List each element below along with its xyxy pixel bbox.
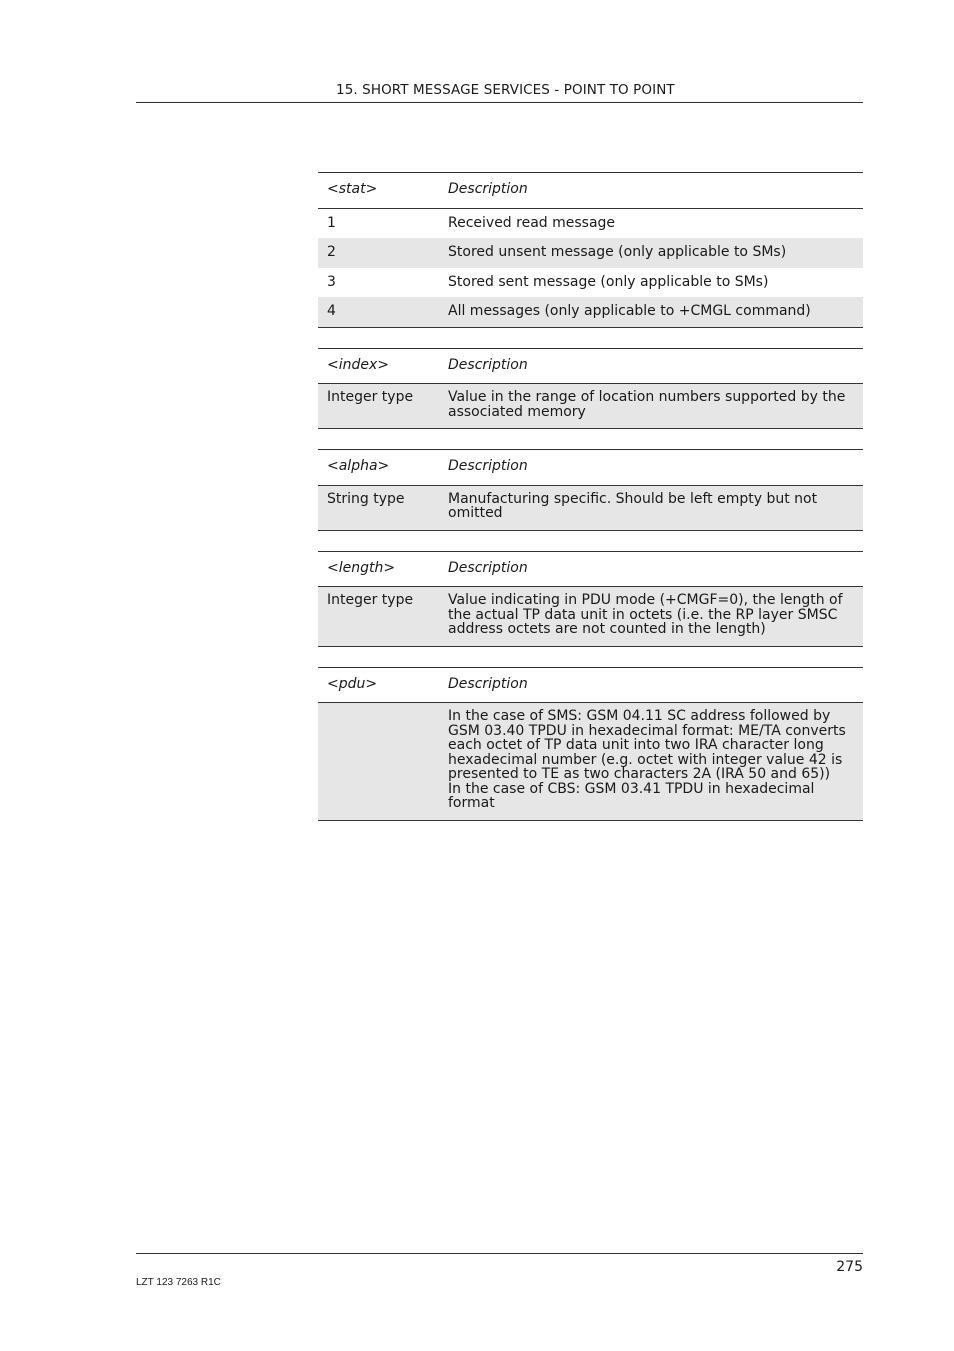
row-description: In the case of SMS: GSM 04.11 SC address followed by GSM 03.40 TPDU in hexadecimal format: ME/TA converts each octet of TP data unit into two IRA character long hexadecimal number (e.g. octet with integer value 42 is presented to TE as two characters 2A (IRA 50 and 65)) In the case of CBS: GSM 03.41 TPDU in hexadecimal format: [439, 703, 863, 821]
row-value: Integer type: [318, 384, 439, 429]
table-row: [318, 587, 863, 647]
param-header: <stat>: [318, 173, 439, 209]
row-value: 1: [327, 214, 336, 231]
param-header: <alpha>: [318, 450, 439, 486]
description-header: Description: [439, 348, 863, 384]
table-row: [318, 238, 863, 268]
table-row: [318, 703, 863, 821]
row-value: [318, 703, 439, 821]
running-header-title: 15. SHORT MESSAGE SERVICES - POINT TO POINT: [336, 82, 675, 98]
description-header: Description: [439, 551, 863, 587]
row-value: 3: [327, 273, 336, 290]
row-description: Value indicating in PDU mode (+CMGF=0), the length of the actual TP data unit in octets (i.e. the RP layer SMSC address octets are not counted in the length): [439, 587, 863, 647]
parameter-tables: [318, 172, 863, 821]
row-description: Manufacturing specific. Should be left empty but not omitted: [439, 485, 863, 530]
row-value: 4: [318, 297, 439, 327]
table-row: [318, 208, 863, 238]
param-header: <index>: [318, 348, 439, 384]
table-header-row: [318, 450, 863, 486]
document-id: LZT 123 7263 R1C: [136, 1277, 221, 1288]
description-header: Description: [439, 667, 863, 703]
length-table: [318, 551, 863, 647]
row-description: All messages (only applicable to +CMGL command): [439, 297, 863, 327]
description-header: Description: [439, 173, 863, 209]
table-row: [318, 297, 863, 327]
row-value: Integer type: [318, 587, 439, 647]
alpha-table: [318, 449, 863, 531]
table-header-row: [318, 348, 863, 384]
row-description: Stored sent message (only applicable to SMs): [448, 273, 769, 290]
row-description: Stored unsent message (only applicable to SMs): [439, 238, 863, 268]
stat-table: [318, 172, 863, 328]
page-number: 275: [836, 1259, 863, 1275]
param-header: <pdu>: [318, 667, 439, 703]
row-description: Value in the range of location numbers supported by the associated memory: [439, 384, 863, 429]
table-row: [318, 268, 863, 298]
row-value: String type: [318, 485, 439, 530]
description-header: Description: [439, 450, 863, 486]
table-header-row: [318, 667, 863, 703]
row-description: Received read message: [448, 214, 616, 231]
index-table: [318, 348, 863, 430]
running-header: [136, 82, 863, 103]
row-value: 2: [318, 238, 439, 268]
pdu-table: [318, 667, 863, 821]
footer-rule: [136, 1253, 863, 1254]
table-row: [318, 384, 863, 429]
param-header: <length>: [318, 551, 439, 587]
table-row: [318, 485, 863, 530]
table-header-row: [318, 551, 863, 587]
table-header-row: [318, 173, 863, 209]
